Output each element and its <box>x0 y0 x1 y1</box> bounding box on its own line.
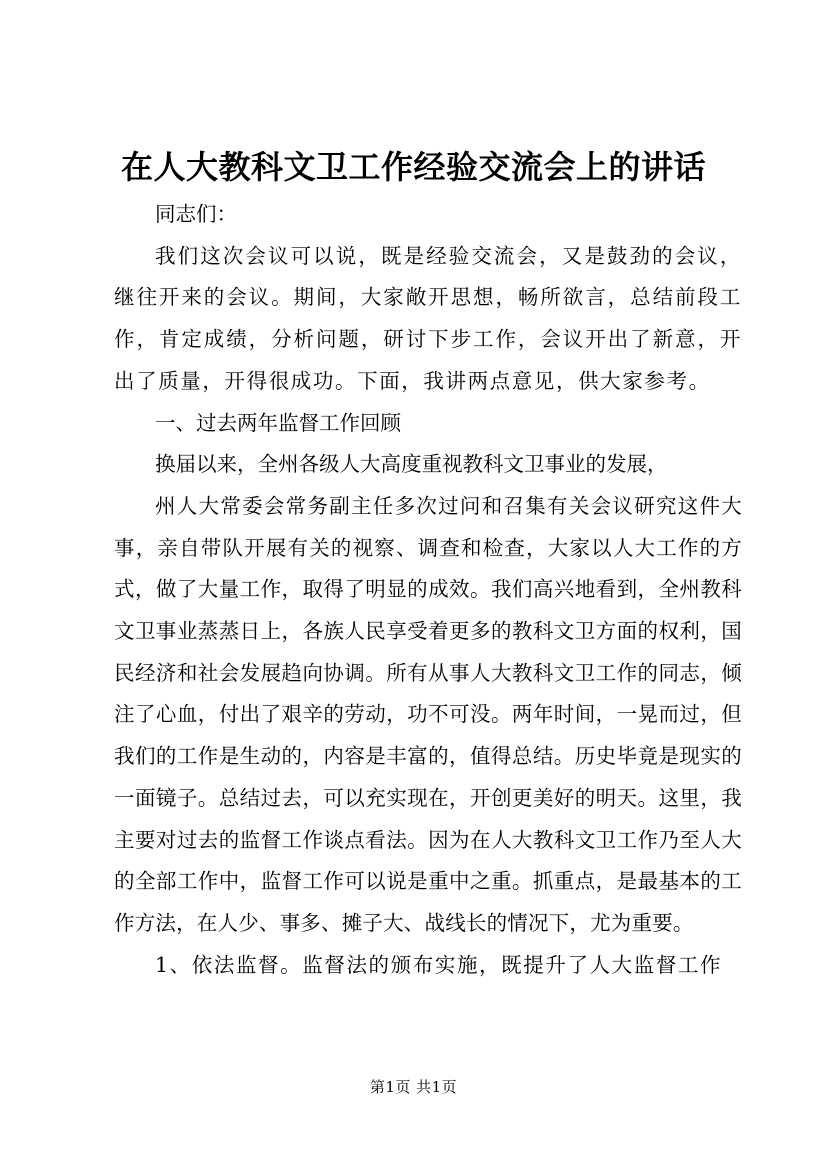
salutation-paragraph: 同志们： <box>155 202 237 226</box>
body-paragraph: 换届以来，全州各级人大高度重视教科文卫事业的发展， <box>155 452 668 477</box>
document-title: 在人大教科文卫工作经验交流会上的讲话 <box>120 148 706 186</box>
page-number-footer: 第1页 共1页 <box>369 1078 458 1096</box>
document-body <box>114 194 742 986</box>
intro-paragraph: 我们这次会议可以说，既是经验交流会，又是鼓劲的会议，继往开来的会议。期间，大家敞开思想，畅所欲言，总结前段工作，肯定成绩，分析问题，研讨下步工作，会议开出了新意，开出了质量，开得很成功。下面，我讲两点意见，供大家参考。 <box>114 243 742 393</box>
section-heading: 一、过去两年监督工作回顾 <box>155 410 401 435</box>
body-paragraph: 1、依法监督。监督法的颁布实施，既提升了人大监督工作 <box>155 952 723 977</box>
body-paragraph: 州人大常委会常务副主任多次过问和召集有关会议研究这件大事，亲自带队开展有关的视察、调查和检查，大家以人大工作的方式，做了大量工作，取得了明显的成效。我们高兴地看到，全州教科文卫事业蒸蒸日上，各族人民享受着更多的教科文卫方面的权利，国民经济和社会发展趋向协调。所有从事人大教科文卫工作的同志，倾注了心血，付出了艰辛的劳动，功不可没。两年时间，一晃而过，但我们的工作是生动的，内容是丰富的，值得总结。历史毕竟是现实的一面镜子。总结过去，可以充实现在，开创更美好的明天。这里，我主要对过去的监督工作谈点看法。因为在人大教科文卫工作乃至人大的全部工作中，监督工作可以说是重中之重。抓重点，是最基本的工作方法，在人少、事多、摊子大、战线长的情况下，尤为重要。 <box>114 493 742 935</box>
